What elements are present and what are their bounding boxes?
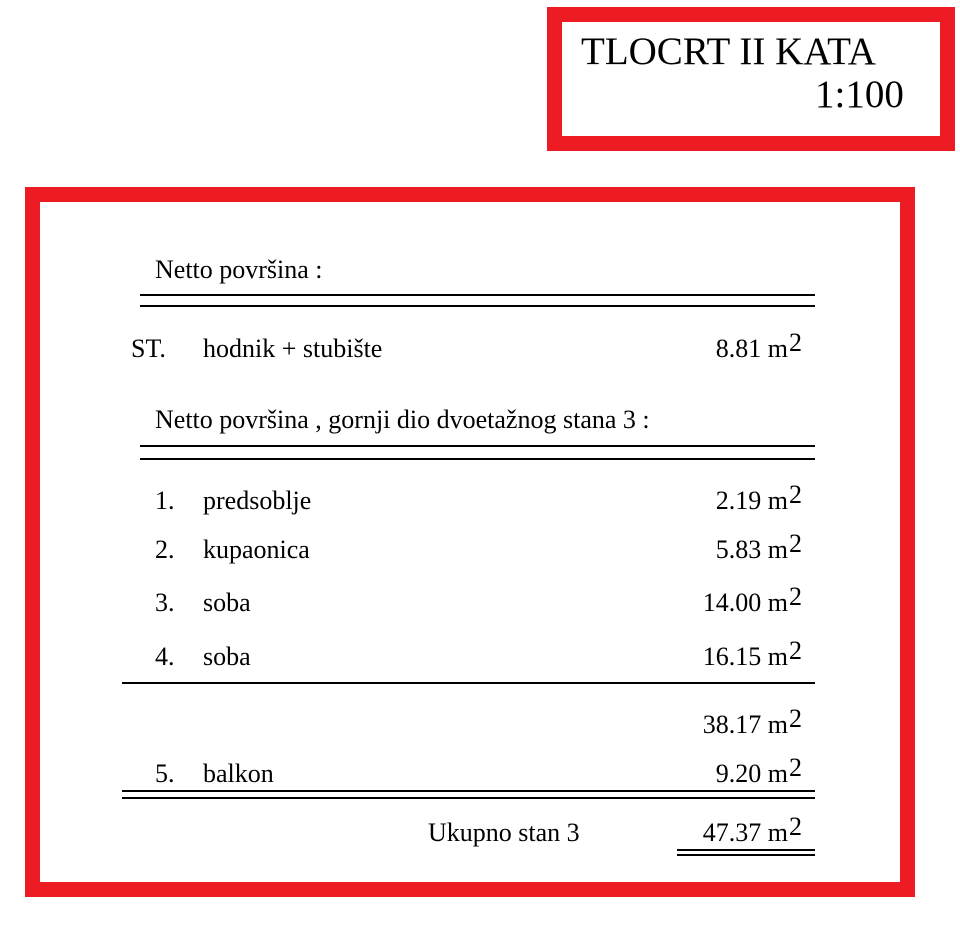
subtotal-value: 38.17 $m^2$ bbox=[702, 704, 802, 739]
row-name: predsoblje bbox=[203, 486, 312, 515]
double-rule-top bbox=[140, 294, 815, 296]
row-value: 8.81 $m^2$ bbox=[715, 328, 802, 363]
double-rule-bottom bbox=[122, 797, 815, 799]
section1-heading: Netto površina : bbox=[155, 255, 323, 284]
row-name: kupaonica bbox=[203, 535, 310, 564]
section2-heading: Netto površina , gornji dio dvoetažnog stana 3 : bbox=[155, 405, 650, 434]
subtotal-rule bbox=[122, 682, 815, 684]
total-double-underline-top bbox=[677, 849, 815, 851]
drawing-title: TLOCRT II KATA bbox=[581, 30, 876, 73]
row-value: 5.83 $m^2$ bbox=[715, 529, 802, 564]
double-rule-top bbox=[122, 790, 815, 792]
row-number: 2. bbox=[155, 535, 175, 564]
total-value: 47.37 $m^2$ bbox=[702, 812, 802, 847]
row-name: soba bbox=[203, 642, 251, 671]
row-name: balkon bbox=[203, 759, 274, 788]
row-name: soba bbox=[203, 588, 251, 617]
row-value: 2.19 $m^2$ bbox=[715, 480, 802, 515]
double-rule-bottom bbox=[140, 305, 815, 307]
row-value: 9.20 $m^2$ bbox=[715, 753, 802, 788]
row-value: 14.00 $m^2$ bbox=[702, 582, 802, 617]
double-rule-bottom bbox=[140, 458, 815, 460]
row-value: 16.15 $m^2$ bbox=[702, 636, 802, 671]
total-double-underline-bottom bbox=[677, 854, 815, 856]
row-number: 4. bbox=[155, 642, 175, 671]
row-number: ST. bbox=[131, 334, 166, 363]
double-rule-top bbox=[140, 445, 815, 447]
row-name: hodnik + stubište bbox=[203, 334, 383, 363]
row-number: 3. bbox=[155, 588, 175, 617]
row-number: 1. bbox=[155, 486, 175, 515]
total-label: Ukupno stan 3 bbox=[428, 818, 580, 847]
row-number: 5. bbox=[155, 759, 175, 788]
drawing-scale: 1:100 bbox=[815, 73, 904, 116]
